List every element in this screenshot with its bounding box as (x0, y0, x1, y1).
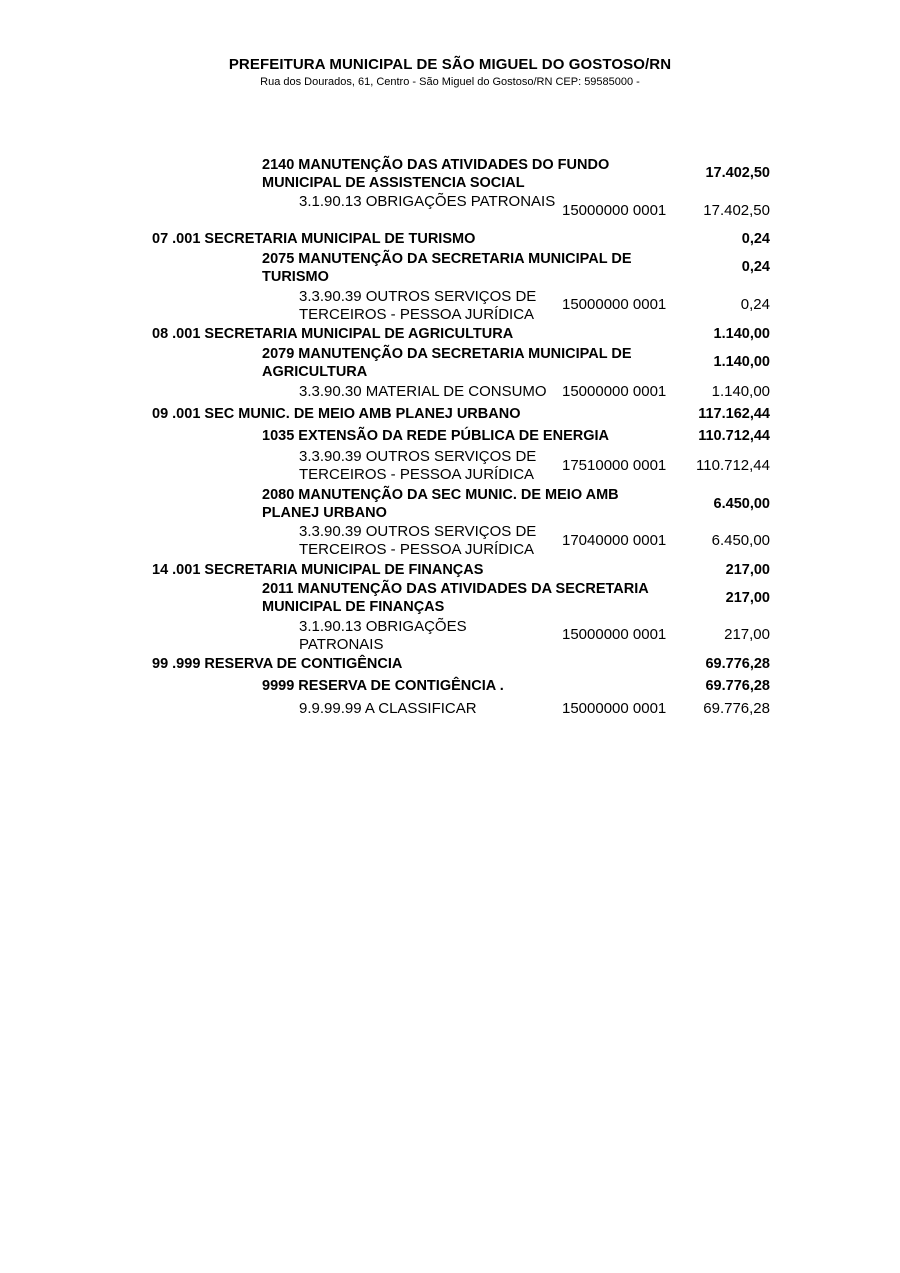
row-value: 217,00 (725, 590, 770, 606)
table-row (0, 230, 900, 248)
table-row (0, 580, 900, 616)
page-address: Rua dos Dourados, 61, Centro - São Miguel do Gostoso/RN CEP: 59585000 - (260, 76, 640, 88)
table-row (0, 193, 900, 229)
table-row (0, 677, 900, 695)
row-description: 2011 MANUTENÇÃO DAS ATIVIDADES DA SECRETARIA MUNICIPAL DE FINANÇAS (262, 581, 649, 615)
table-row (0, 655, 900, 673)
row-value: 69.776,28 (705, 678, 770, 694)
row-source: 15000000 0001 (562, 202, 667, 219)
row-description: 14 .001 SECRETARIA MUNICIPAL DE FINANÇAS (152, 562, 484, 578)
row-description: 3.3.90.39 OUTROS SERVIÇOS DE TERCEIROS - PESSOA JURÍDICA (299, 523, 537, 558)
page-title: PREFEITURA MUNICIPAL DE SÃO MIGUEL DO GOSTOSO/RN (228, 56, 672, 73)
row-value: 17.402,50 (703, 202, 770, 219)
table-row (0, 288, 900, 324)
row-description: 1035 EXTENSÃO DA REDE PÚBLICA DE ENERGIA (262, 428, 609, 444)
row-value: 0,24 (741, 259, 770, 275)
table-row (0, 618, 900, 654)
table-row (0, 156, 900, 192)
table-row (0, 427, 900, 445)
row-value: 69.776,28 (705, 656, 770, 672)
row-description: 2079 MANUTENÇÃO DA SECRETARIA MUNICIPAL DE AGRICULTURA (262, 346, 632, 380)
table-row (0, 561, 900, 579)
row-value: 1.140,00 (711, 383, 770, 400)
row-value: 1.140,00 (713, 326, 770, 342)
row-value: 110.712,44 (696, 457, 770, 474)
row-description: 9999 RESERVA DE CONTIGÊNCIA . (262, 678, 504, 694)
row-value: 0,24 (741, 231, 770, 247)
row-source: 15000000 0001 (562, 626, 667, 643)
row-value: 110.712,44 (698, 428, 770, 444)
row-value: 117.162,44 (698, 406, 770, 422)
table-row (0, 448, 900, 484)
row-source: 15000000 0001 (562, 700, 667, 717)
row-description: 2080 MANUTENÇÃO DA SEC MUNIC. DE MEIO AMB PLANEJ URBANO (262, 487, 619, 521)
row-description: 2075 MANUTENÇÃO DA SECRETARIA MUNICIPAL DE TURISMO (262, 251, 632, 285)
row-value: 6.450,00 (713, 496, 770, 512)
row-source: 17040000 0001 (562, 532, 667, 549)
row-description: 3.3.90.30 MATERIAL DE CONSUMO (299, 383, 547, 400)
row-value: 69.776,28 (703, 700, 770, 717)
row-source: 15000000 0001 (562, 296, 667, 313)
row-description: 3.3.90.39 OUTROS SERVIÇOS DE TERCEIROS - PESSOA JURÍDICA (299, 448, 537, 483)
row-value: 6.450,00 (711, 532, 770, 549)
row-description: 3.3.90.39 OUTROS SERVIÇOS DE TERCEIROS - PESSOA JURÍDICA (299, 288, 537, 323)
table-row (0, 345, 900, 381)
row-value: 0,24 (740, 296, 770, 313)
row-value: 17.402,50 (705, 165, 770, 181)
row-description: 07 .001 SECRETARIA MUNICIPAL DE TURISMO (152, 231, 476, 247)
table-row (0, 383, 900, 401)
table-row (0, 250, 900, 286)
row-description: 08 .001 SECRETARIA MUNICIPAL DE AGRICULTURA (152, 326, 514, 342)
row-description: 3.1.90.13 OBRIGAÇÕES PATRONAIS (299, 193, 556, 210)
row-value: 217,00 (724, 626, 770, 643)
table-row (0, 325, 900, 343)
row-description: 3.1.90.13 OBRIGAÇÕES PATRONAIS (299, 618, 467, 653)
table-row (0, 523, 900, 559)
row-value: 1.140,00 (713, 354, 770, 370)
page-header (0, 56, 900, 89)
row-description: 9.9.99.99 A CLASSIFICAR (299, 700, 477, 717)
row-description: 99 .999 RESERVA DE CONTIGÊNCIA (152, 656, 403, 672)
row-value: 217,00 (725, 562, 770, 578)
table-row (0, 700, 900, 718)
row-description: 2140 MANUTENÇÃO DAS ATIVIDADES DO FUNDO MUNICIPAL DE ASSISTENCIA SOCIAL (262, 157, 610, 191)
row-source: 15000000 0001 (562, 383, 667, 400)
table-row (0, 486, 900, 522)
row-source: 17510000 0001 (562, 457, 667, 474)
row-description: 09 .001 SEC MUNIC. DE MEIO AMB PLANEJ URBANO (152, 406, 521, 422)
table-row (0, 405, 900, 423)
